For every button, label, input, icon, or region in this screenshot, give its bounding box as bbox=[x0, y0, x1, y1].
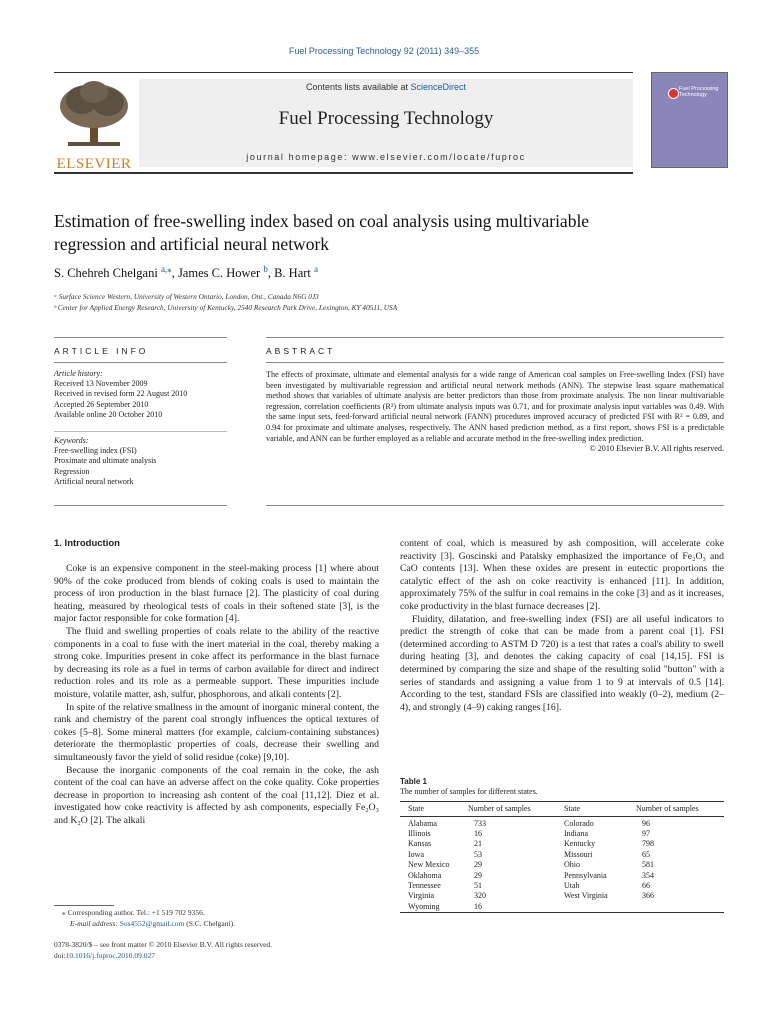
history-revised: Received in revised form 22 August 2010 bbox=[54, 389, 188, 399]
table-cell: 53 bbox=[474, 849, 482, 859]
email-suffix: (S.C. Chelgani). bbox=[184, 919, 235, 928]
table-cell: 733 bbox=[474, 818, 486, 828]
left-column bbox=[54, 563, 379, 827]
journal-reference[interactable]: Fuel Processing Technology 92 (2011) 349–355 bbox=[288, 46, 480, 56]
header-top-rule bbox=[54, 72, 633, 73]
keywords-rule bbox=[54, 431, 227, 432]
elsevier-wordmark: ELSEVIER bbox=[56, 156, 132, 172]
abstract-mid-rule bbox=[266, 362, 724, 363]
table-cell: 29 bbox=[474, 870, 482, 880]
table-cell: Indiana bbox=[564, 828, 588, 838]
keyword-item: Artificial neural network bbox=[54, 476, 134, 486]
table-cell bbox=[564, 902, 636, 912]
table-cell: 51 bbox=[474, 880, 482, 890]
abstract-text: The effects of proximate, ultimate and elemental analysis for a wide range of American coal samples on Free-swelling Index (FSI) have been investigated by multivariable regression and artificial neural network methods (ANN). The stepwise least square mathematical method shows that variables of ultimate analysis are better predictors than those from proximate analysis. The non linear multivariable regression, correlation coefficients (R²) from ultimate analysis inputs was 0.71, and for proximate analysis input variables was 0.49. With the same input sets, feed-forward artificial neural network (FANN) procedures improved accuracy of predicted FSI with R² = 0.89, and 0.94 for proximate and ultimate analyses, respectively. The ANN based prediction method, as a first report, shows FSI is a predictable variable, and ANN can be further employed as a reliable and accurate method in the free-swelling index prediction. bbox=[266, 370, 724, 443]
journal-cover-image[interactable] bbox=[651, 72, 728, 168]
table-cell: 21 bbox=[474, 839, 482, 849]
article-info-top-rule bbox=[54, 337, 227, 338]
doi-line bbox=[54, 951, 155, 960]
paper-title bbox=[54, 210, 694, 256]
table-cell: Pennsylvania bbox=[564, 870, 607, 880]
keywords-block bbox=[54, 436, 229, 487]
table-row bbox=[400, 902, 724, 912]
table-cell: 354 bbox=[642, 870, 654, 880]
table-cell: 798 bbox=[642, 839, 654, 849]
table-row bbox=[400, 839, 724, 849]
table-cell: 29 bbox=[474, 860, 482, 870]
column-header: State bbox=[408, 803, 424, 813]
table-cell: Missouri bbox=[564, 849, 593, 859]
abstract-copyright: © 2010 Elsevier B.V. All rights reserved. bbox=[589, 444, 724, 454]
table-cell: 97 bbox=[642, 828, 650, 838]
table-cell: Kentucky bbox=[564, 839, 596, 849]
table-cell: Kansas bbox=[408, 839, 432, 849]
keyword-item: Free-swelling index (FSI) bbox=[54, 446, 137, 456]
elsevier-logo[interactable] bbox=[54, 78, 134, 172]
header-bottom-rule bbox=[54, 172, 633, 174]
author-2[interactable]: , James C. Hower bbox=[171, 266, 261, 281]
keyword-item: Regression bbox=[54, 466, 90, 476]
email-label: E-mail address: bbox=[70, 919, 120, 928]
keywords-label: Keywords: bbox=[54, 436, 89, 445]
paragraph: Fluidity, dilatation, and free-swelling index (FSI) are all useful indicators to predict the strength of coke that can be made from a parent coal [1]. FSI (determined according to ASTM D 720) is a test that rates a coal's ability to swell during heating [3], and denotes the caking capacity of coal [14,15]. FSI is determined by comparing the size and shape of the resulting solid "button" with a series of standards and assigning a value from 1 to 9 at intervals of 0.5 [14]. According to the test, standard FSIs are classified into weakly (0–2), medium (2–4), and strongly (4–9) caking ranges [16]. bbox=[400, 613, 724, 713]
table-row bbox=[400, 816, 724, 829]
table-row bbox=[400, 860, 724, 870]
table-cell: New Mexico bbox=[408, 860, 450, 870]
abstract-top-rule bbox=[266, 337, 724, 338]
affiliation-b: ᵇ Center for Applied Energy Research, University of Kentucky, 2540 Research Park Drive, Lexington, KY 40511, USA bbox=[54, 303, 398, 312]
table-cell: 320 bbox=[474, 891, 486, 901]
table-cell: 16 bbox=[474, 901, 482, 911]
table-cell: 65 bbox=[642, 849, 650, 859]
table-cell: Colorado bbox=[564, 818, 594, 828]
table-cell: 66 bbox=[642, 880, 650, 890]
column-header: Number of samples bbox=[468, 803, 531, 813]
right-column bbox=[400, 538, 724, 714]
history-online: Available online 20 October 2010 bbox=[54, 409, 163, 419]
section-heading-introduction: 1. Introduction bbox=[54, 538, 120, 549]
article-history bbox=[54, 369, 229, 420]
table-1-grid bbox=[400, 802, 724, 912]
paragraph: In spite of the relative smallness in the amount of inorganic mineral content, the rank and chemistry of the parent coal strongly influences the optical textures of cokes [5–8]. Some mineral matters (for example, calcium-containing substances) deteriorate the thermoplastic properties of coals, decrease their swelling and simultaneously favor the yield of solid residue (coke) [9,10]. bbox=[54, 701, 379, 763]
table-cell: Wyoming bbox=[408, 901, 440, 911]
table-cell: Virginia bbox=[408, 891, 435, 901]
email-note bbox=[70, 919, 235, 928]
article-info-mid-rule bbox=[54, 362, 227, 363]
abstract-body bbox=[266, 370, 724, 455]
cover-title: Fuel Processing Technology bbox=[679, 86, 719, 98]
paragraph: Because the inorganic components of the coal remain in the coke, the ash content of the coal can have an adverse affect on the coke quality. Coke properties decrease in proportion to increasing ash content of the coal [11,12]. Diez et al. investigated how coke reactivity is affected by ash components, especially Fe₂O₃ and K₂O [2]. The alkali bbox=[54, 764, 379, 826]
table-cell: Oklahoma bbox=[408, 870, 442, 880]
paper-title-line-1: Estimation of free-swelling index based on coal analysis using multivariable bbox=[54, 211, 590, 231]
abstract-bottom-rule bbox=[266, 505, 724, 506]
paper-title-line-2: regression and artificial neural network bbox=[54, 234, 330, 254]
table-row bbox=[400, 881, 724, 891]
contents-line bbox=[139, 82, 633, 92]
table-1-label: Table 1 bbox=[400, 777, 427, 786]
doi-prefix: doi: bbox=[54, 951, 66, 960]
sciencedirect-link[interactable]: ScienceDirect bbox=[410, 82, 467, 92]
table-1 bbox=[400, 777, 724, 913]
author-2-affil-sup[interactable]: b bbox=[263, 264, 268, 274]
author-3[interactable]: , B. Hart bbox=[267, 266, 311, 281]
table-cell: 96 bbox=[642, 818, 650, 828]
table-cell: 581 bbox=[642, 860, 654, 870]
author-list bbox=[54, 264, 318, 281]
table-cell: Tennessee bbox=[408, 880, 441, 890]
email-link[interactable]: Sos4552@gmail.com bbox=[119, 919, 185, 928]
corresponding-author-note: ⁎ Corresponding author. Tel.: +1 519 702 9356. bbox=[62, 908, 205, 917]
footnote-rule bbox=[54, 905, 114, 906]
table-cell: Illinois bbox=[408, 828, 431, 838]
abstract-heading: ABSTRACT bbox=[266, 346, 336, 356]
affiliation-a: ᵃ Surface Science Western, University of Western Ontario, London, Ont., Canada N6G 0J3 bbox=[54, 292, 319, 301]
article-info-bottom-rule bbox=[54, 505, 227, 506]
author-1[interactable]: S. Chehreh Chelgani bbox=[54, 266, 158, 281]
table-row bbox=[400, 850, 724, 860]
table-row bbox=[400, 871, 724, 881]
contents-prefix: Contents lists available at bbox=[305, 82, 411, 92]
table-cell: Alabama bbox=[408, 818, 437, 828]
paragraph: content of coal, which is measured by ash composition, will accelerate coke reactivity [3]. Goscinski and Patalsky emphasized the importance of Fe₂O₃ and CaO contents [13]. When these oxides are present in eutectic proportions the catalytic effect of the ash on coke reactivity is enhanced [11]. In addition, approximately 75% of the sulfur in coal remains in the coke [3] and as it increases, coke productivity in the blast furnace decreases [2]. bbox=[400, 538, 724, 612]
table-row bbox=[400, 829, 724, 839]
issn-line: 0378-3820/$ – see front matter © 2010 Elsevier B.V. All rights reserved. bbox=[54, 940, 273, 949]
elsevier-tree-icon bbox=[54, 78, 134, 150]
column-header: State bbox=[564, 803, 580, 813]
journal-homepage[interactable]: journal homepage: www.elsevier.com/locate/fuproc bbox=[246, 152, 526, 162]
column-header: Number of samples bbox=[636, 803, 699, 813]
table-cell: Utah bbox=[564, 880, 580, 890]
author-1-affil-sup[interactable]: a,⁎ bbox=[160, 264, 172, 274]
article-info-heading: ARTICLE INFO bbox=[54, 346, 149, 356]
doi-link[interactable]: 10.1016/j.fuproc.2010.09.027 bbox=[65, 951, 156, 960]
history-received: Received 13 November 2009 bbox=[54, 379, 148, 389]
table-1-caption: The number of samples for different states. bbox=[400, 787, 538, 796]
article-history-label: Article history: bbox=[54, 369, 103, 378]
cover-logo-icon bbox=[668, 88, 679, 99]
table-row bbox=[400, 891, 724, 901]
table-cell: 16 bbox=[474, 828, 482, 838]
table-cell: 366 bbox=[642, 891, 654, 901]
table-cell bbox=[636, 902, 724, 912]
keyword-item: Proximate and ultimate analysis bbox=[54, 456, 157, 466]
paragraph: Coke is an expensive component in the steel-making process [1] where about 90% of the coke produced from blends of coking coals is used to maintain the process of iron production in the blast furnace [2]. The plasticity of coal during heating, measured by rheological tests of coals in their softened state [3], is the major factor responsible for coke formation [4]. bbox=[54, 563, 379, 625]
author-3-affil-sup[interactable]: a bbox=[314, 264, 319, 274]
history-accepted: Accepted 26 September 2010 bbox=[54, 399, 149, 409]
table-cell: West Virginia bbox=[564, 891, 608, 901]
paragraph: The fluid and swelling properties of coals relate to the ability of the reactive components in a coal to fuse with the inert material in the coal, thereby making a strong coke. Impurities present in coke affect its performance in the blast furnace by decreasing its role as a fuel in terms of carbon available for direct and indirect reduction roles and its role as a permeable support. These impurities include moisture, volatile matter, ash, sulfur, phosphorous, and alkali contents [2]. bbox=[54, 625, 379, 700]
table-cell: Iowa bbox=[408, 849, 424, 859]
journal-title: Fuel Processing Technology bbox=[278, 108, 494, 129]
table-cell: Ohio bbox=[564, 860, 580, 870]
table-1-bottom-rule bbox=[400, 912, 724, 913]
table-header-row bbox=[400, 802, 724, 816]
